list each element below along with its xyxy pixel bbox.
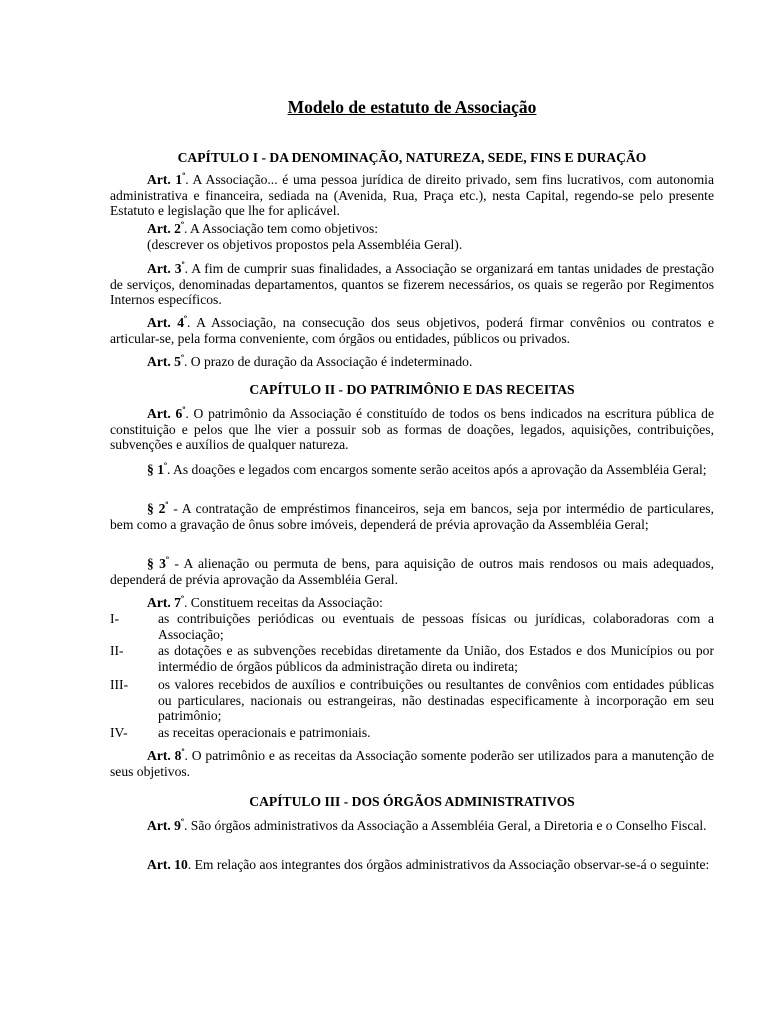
chapter-2-heading: CAPÍTULO II - DO PATRIMÔNIO E DAS RECEITAS <box>249 382 575 397</box>
paragraph-1: § $1^º$. As doações e legados com encargos somente serão aceitos após a aprovação da Assembléia Geral; <box>147 460 707 477</box>
paragraph-2: § $2^º$ - A contratação de empréstimos financeiros, seja em bancos, seja por intermédio de particulares, bem como a gravação de ônus sobre imóveis, dependerá de prévia aprovação da Assembléia Geral; <box>110 499 714 532</box>
list-item-number: II- <box>110 643 124 658</box>
list-item-number: III- <box>110 677 129 692</box>
list-item-number: I- <box>110 611 120 626</box>
list-item-text: os valores recebidos de auxílios e contribuições ou resultantes de convênios com entidades públicas ou particulares, nacionais ou estrangeiras, não destinadas especificamente à incorporação em seu patrimônio; <box>158 677 714 724</box>
chapter-1-heading: CAPÍTULO I - DA DENOMINAÇÃO, NATUREZA, SEDE, FINS E DURAÇÃO <box>177 150 647 165</box>
list-item-text: as receitas operacionais e patrimoniais. <box>158 725 371 740</box>
list-item-text: as dotações e as subvenções recebidas diretamente da União, dos Estados e dos Municípios ou por intermédio de órgãos públicos da administração direta ou indireta; <box>158 643 714 674</box>
article-5: Art. $5^º$. O prazo de duração da Associação é indeterminado. <box>147 352 473 369</box>
article-6: Art. $6^º$. O patrimônio da Associação é constituído de todos os bens indicados na escritura pública de constituição e pelos que lhe vier a possuir sob as formas de doações, legados, aquisições, contribuições, subvenções e auxílios de qualquer natureza. <box>110 404 714 453</box>
article-1: Art. $1^º$. A Associação... é uma pessoa jurídica de direito privado, sem fins lucrativos, com autonomia administrativa e financeira, sediada na (Avenida, Rua, Praça etc.), nesta Capital, regendo-se pelo presente Estatuto e legislação que lhe for aplicável. <box>110 170 714 219</box>
list-item-number: IV- <box>110 725 128 740</box>
article-3: Art. $3^º$. A fim de cumprir suas finalidades, a Associação se organizará em tantas unidades de prestação de serviços, denominadas departamentos, quantos se fizerem necessários, os quais se regerão por Regimentos Internos específicos. <box>110 259 714 308</box>
chapter-3-heading: CAPÍTULO III - DOS ÓRGÃOS ADMINISTRATIVOS <box>249 794 575 809</box>
article-2-objectives: (descrever os objetivos propostos pela Assembléia Geral). <box>147 237 463 252</box>
list-item-text: as contribuições periódicas ou eventuais de pessoas físicas ou jurídicas, colaboradoras com a Associação; <box>158 611 714 642</box>
document-title: Modelo de estatuto de Associação <box>287 97 537 117</box>
article-7: Art. $7^º$. Constituem receitas da Associação: <box>147 593 383 610</box>
article-8: Art. $8^º$. O patrimônio e as receitas da Associação somente poderão ser utilizados para a manutenção de seus objetivos. <box>110 746 714 779</box>
article-2: Art. $2^º$. A Associação tem como objetivos: <box>147 219 379 236</box>
article-4: Art. $4^º$. A Associação, na consecução dos seus objetivos, poderá firmar convênios ou contratos e articular-se, pela forma conveniente, com órgãos ou entidades, públicos ou privados. <box>110 313 714 346</box>
article-9: Art. $9^º$. São órgãos administrativos da Associação a Assembléia Geral, a Diretoria e o Conselho Fiscal. <box>147 816 707 833</box>
paragraph-3: § $3^º$ - A alienação ou permuta de bens, para aquisição de outros mais rendosos ou mais adequados, dependerá de prévia aprovação da Assembléia Geral. <box>110 554 714 587</box>
article-10: Art. 10. Em relação aos integrantes dos órgãos administrativos da Associação observar-se-á o seguinte: <box>147 857 710 872</box>
